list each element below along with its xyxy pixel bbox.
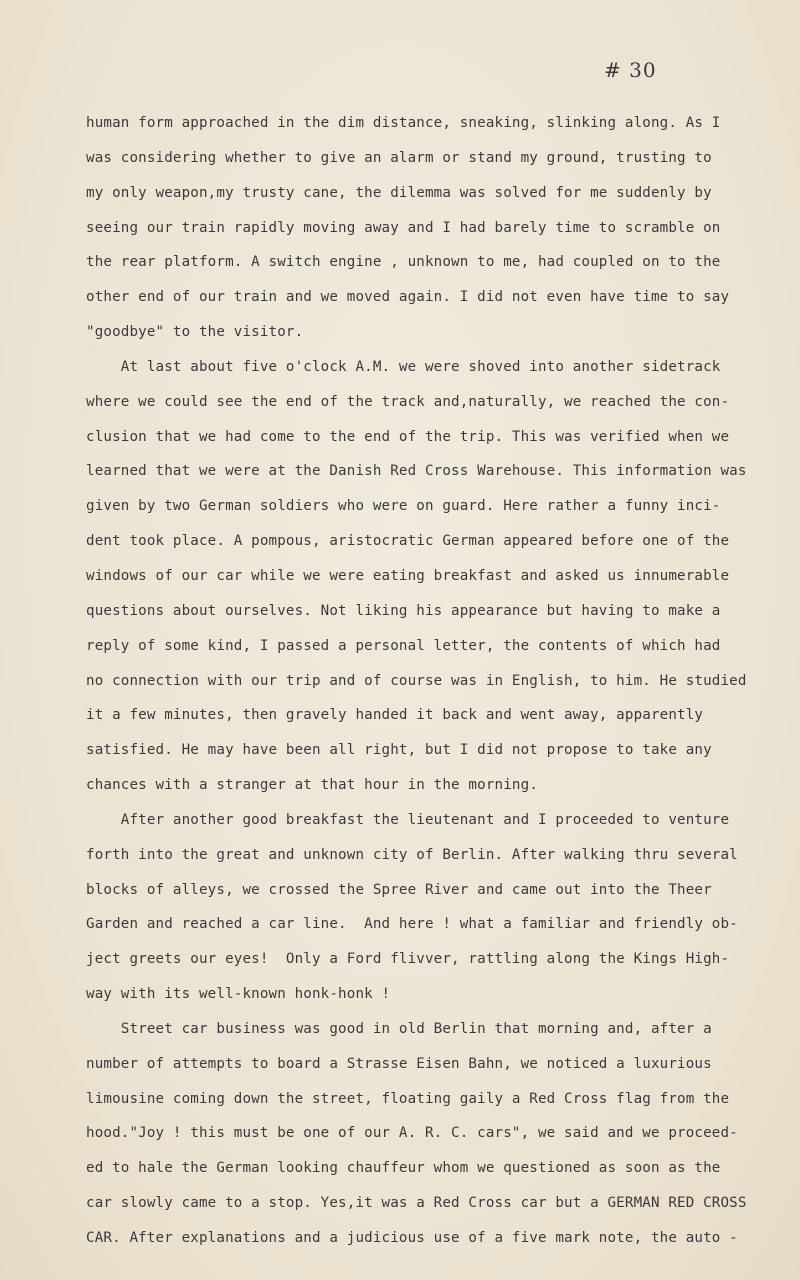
text-line: was considering whether to give an alarm or stand my ground, trusting to: [86, 149, 712, 166]
text-line: Garden and reached a car line. And here ! what a familiar and friendly ob-: [86, 916, 738, 933]
text-line: questions about ourselves. Not liking his appearance but having to make a: [86, 602, 721, 619]
text-line: it a few minutes, then gravely handed it back and went away, apparently: [86, 707, 704, 724]
text-line: forth into the great and unknown city of Berlin. After walking thru several: [86, 846, 738, 863]
text-line: ject greets our eyes! Only a Ford flivver, rattling along the Kings High-: [86, 951, 730, 968]
text-line: car slowly came to a stop. Yes,it was a Red Cross car but a GERMAN RED CROSS: [86, 1195, 747, 1212]
text-line: Street car business was good in old Berlin that morning and, after a: [86, 1020, 712, 1037]
body-text: [86, 108, 776, 1258]
text-line: dent took place. A pompous, aristocratic German appeared before one of the: [86, 533, 730, 550]
text-line: hood."Joy ! this must be one of our A. R. C. cars", we said and we proceed-: [86, 1125, 738, 1142]
text-line: CAR. After explanations and a judicious use of a five mark note, the auto -: [86, 1230, 738, 1246]
text-line: given by two German soldiers who were on guard. Here rather a funny inci-: [86, 498, 721, 515]
text-line: ed to hale the German looking chauffeur whom we questioned as soon as the: [86, 1160, 721, 1177]
text-line: my only weapon,my trusty cane, the dilemma was solved for me suddenly by: [86, 184, 712, 201]
text-line: seeing our train rapidly moving away and I had barely time to scramble on: [86, 219, 721, 236]
text-line: reply of some kind, I passed a personal letter, the contents of which had: [86, 637, 721, 654]
text-line: limousine coming down the street, floating gaily a Red Cross flag from the: [86, 1090, 730, 1107]
text-line: satisfied. He may have been all right, but I did not propose to take any: [86, 742, 712, 759]
text-line: clusion that we had come to the end of the trip. This was verified when we: [86, 428, 730, 445]
text-line: windows of our car while we were eating breakfast and asked us innumerable: [86, 567, 730, 584]
text-line: where we could see the end of the track and,naturally, we reached the con-: [86, 393, 730, 410]
text-line: learned that we were at the Danish Red Cross Warehouse. This information was: [86, 463, 747, 480]
text-line: way with its well-known honk-honk !: [86, 986, 391, 1003]
page-number: # 30: [604, 58, 657, 82]
text-line: After another good breakfast the lieutenant and I proceeded to venture: [86, 811, 730, 828]
text-line: human form approached in the dim distance, sneaking, slinking along. As I: [86, 115, 721, 131]
text-line: number of attempts to board a Strasse Eisen Bahn, we noticed a luxurious: [86, 1055, 712, 1072]
text-line: At last about five o'clock A.M. we were shoved into another sidetrack: [86, 358, 721, 375]
text-line: "goodbye" to the visitor.: [86, 324, 304, 341]
text-line: no connection with our trip and of course was in English, to him. He studied: [86, 672, 747, 689]
text-line: chances with a stranger at that hour in the morning.: [86, 777, 538, 794]
text-line: other end of our train and we moved again. I did not even have time to say: [86, 289, 730, 306]
text-line: the rear platform. A switch engine , unknown to me, had coupled on to the: [86, 254, 721, 271]
text-line: blocks of alleys, we crossed the Spree River and came out into the Theer: [86, 881, 712, 898]
